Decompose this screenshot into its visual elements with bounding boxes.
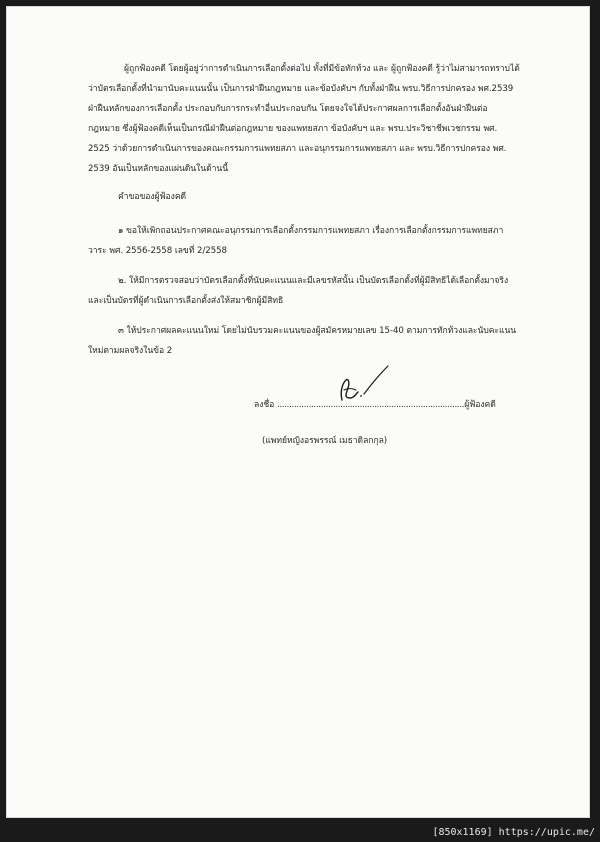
signature-role: ผู้ฟ้องคดี xyxy=(464,400,496,410)
request-3-line-1: ๓ ให้ประกาศผลคะแนนใหม่ โดยไม่นับรวมคะแนนของผู้สมัครหมายเลข 15-40 ตามการทักท้วงและนับคะแนน xyxy=(118,326,517,336)
intro-line-1: ผู้ถูกฟ้องคดี โดยผู้อยู่ว่าการดำเนินการเลือกตั้งต่อไป ทั้งที่มีข้อทักท้วง และ ผู้ถูกฟ้องคดี รู้ว่าไม่สามารถทราบได้ xyxy=(124,64,520,74)
request-1-line-1: ๑ ขอให้เพิกถอนประกาศคณะอนุกรรมการเลือกตั้งกรรมการแพทยสภา เรื่องการเลือกตั้งกรรมการแพทยสภา xyxy=(118,226,504,236)
request-3-line-2: ใหม่ตามผลจริงในข้อ 2 xyxy=(88,346,173,356)
intro-line-5: 2525 ว่าด้วยการดำเนินการของคณะกรรมการแพทยสภา และอนุกรรมการแพทยสภา และ พรบ.วิธีการปกครอง พศ. xyxy=(88,144,507,154)
signature-prefix: ลงชื่อ xyxy=(254,400,275,410)
request-2-line-2: และเป็นบัตรที่ผู้ดำเนินการเลือกตั้งส่งให้สมาชิกผู้มีสิทธิ xyxy=(88,296,284,306)
request-2-line-1: ๒. ให้มีการตรวจสอบว่าบัตรเลือกตั้งที่นับคะแนนและมีเลขรหัสนั้น เป็นบัตรเลือกตั้งที่ผู้มีสิทธิได้เลือกตั้งมาจริง xyxy=(118,276,509,286)
request-1-line-2: วาระ พศ. 2556-2558 เลขที่ 2/2558 xyxy=(88,246,227,256)
signature-dots-left: ................................................... xyxy=(276,400,401,410)
signature-dots-right: .......................... xyxy=(400,400,465,410)
intro-line-6: 2539 อันเป็นหลักของแผ่นดินในด้านนี้ xyxy=(88,164,229,174)
intro-line-3: ฝ่าฝืนหลักของการเลือกตั้ง ประกอบกับการกระทำอื่นประกอบกัน โดยจงใจได้ประกาศผลการเลือกตั้งอันฝ่าฝืนต่อ xyxy=(88,104,488,114)
requests-heading: คำขอของผู้ฟ้องคดี xyxy=(118,192,187,202)
intro-line-2: ว่าบัตรเลือกตั้งที่นำมานับคะแนนนั้น เป็นการฝ่าฝืนกฎหมาย และข้อบังคับฯ กับทั้งฝ่าฝืน พรบ.วิธีการปกครอง พศ.2539 xyxy=(88,84,514,94)
signer-printed-name: (แพทย์หญิงอรพรรณ์ เมธาดิลกกุล) xyxy=(262,436,388,446)
handwritten-signature xyxy=(334,362,394,406)
intro-line-4: กฎหมาย ซึ่งผู้ฟ้องคดีเห็นเป็นกรณีฝ่าฝืนต่อกฎหมาย ของแพทยสภา ข้อบังคับฯ และ พรบ.ประวิชาชีพเวชกรรม พศ. xyxy=(88,124,498,134)
document-page xyxy=(6,6,590,818)
image-host-watermark: [850x1169] https://upic.me/ xyxy=(429,826,598,839)
